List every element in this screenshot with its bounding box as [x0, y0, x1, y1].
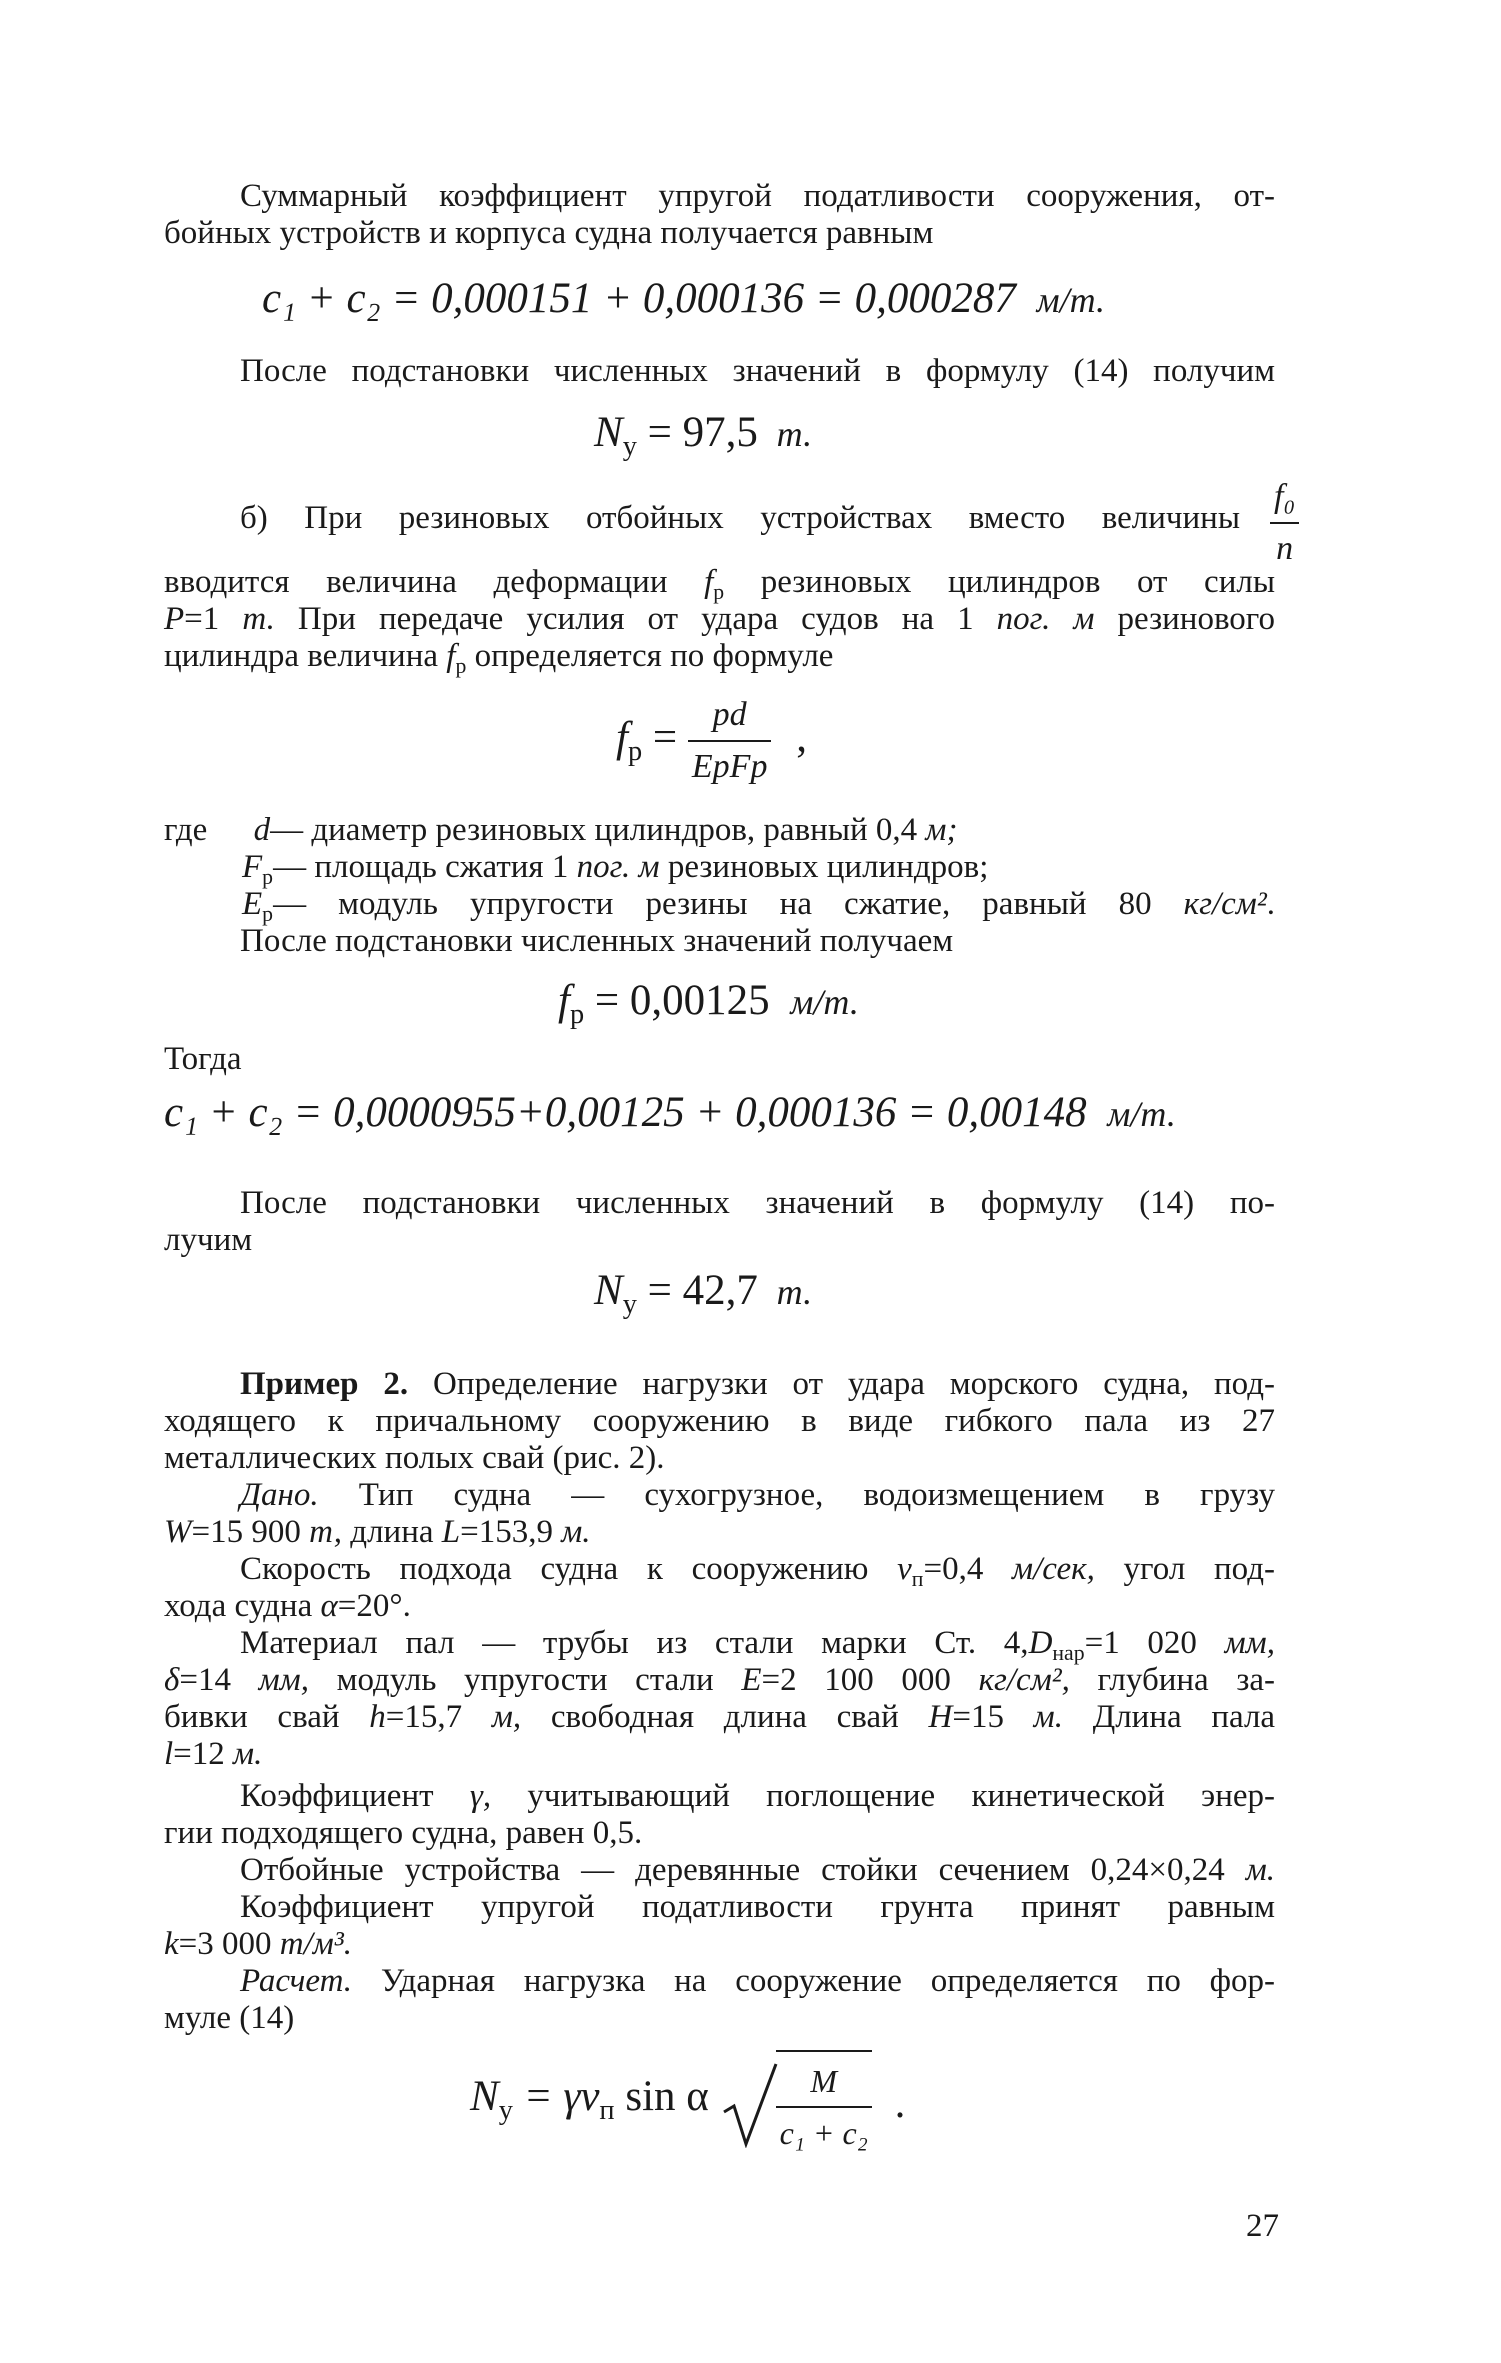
- text-line: Отбойные устройства — деревянные стойки сечением 0,24×0,24 м.: [240, 1852, 1275, 1888]
- text-line: k=3 000 т/м³.: [164, 1926, 352, 1962]
- fraction-f0-over-n: $\frac{\text{f₀}}{n}$: [1270, 472, 1299, 574]
- text-line: Дано. Тип судна — сухогрузное, водоизмещением в грузу: [240, 1477, 1275, 1513]
- text-line: Скорость подхода судна к сооружению $v_п=0,4$ м/сек, угол под-: [240, 1551, 1275, 1591]
- text-line: Коэффициент γ, учитывающий поглощение кинетической энер-: [240, 1778, 1276, 1814]
- text-line: Пример 2. Определение нагрузки от удара морского судна, под-: [240, 1366, 1276, 1402]
- page-number: 27: [1246, 2208, 1279, 2244]
- equation-impact-force-2: $N_у = 42,7$ т.: [594, 1267, 813, 1321]
- equation-compliance-sum-rubber: c₁ + c₂ = 0,0000955+0,00125 + 0,000136 = 0,00148 м/т.: [164, 1089, 1176, 1136]
- text-line: ходящего к причальному сооружению в виде гибкого пала из 27: [164, 1403, 1275, 1439]
- equation-fp-value: $f_р = 0,00125$ м/т.: [558, 977, 859, 1031]
- text-line: l=12 м.: [164, 1736, 263, 1772]
- text-line: хода судна α=20°.: [164, 1588, 411, 1624]
- definition-d: где d— диаметр резиновых цилиндров, равный 0,4 м;: [164, 812, 958, 848]
- text-line: После подстановки численных значений получаем: [240, 923, 954, 959]
- equation-fp-formula: $f_р$ = $\frac{pd}{\text{EрFр}}$ ,: [616, 690, 807, 792]
- equation-compliance-sum: c₁ + c₂ = 0,000151 + 0,000136 = 0,000287 м/т.: [262, 275, 1106, 322]
- text-line: металлических полых свай (рис. 2).: [164, 1440, 665, 1476]
- text-line: Расчет. Ударная нагрузка на сооружение определяется по фор-: [240, 1963, 1276, 1999]
- text-line: Коэффициент упругой податливости грунта принят равным: [240, 1889, 1275, 1925]
- text-line: После подстановки численных значений в формулу (14) по-: [240, 1185, 1275, 1221]
- text-line: вводится величина деформации $f_р$ резиновых цилиндров от силы: [164, 564, 1276, 604]
- equation-impact-force-1: $N_у = 97,5$ т.: [594, 409, 813, 463]
- definition-Fp: $F_р—$ площадь сжатия 1 пог. м резиновых цилиндров;: [242, 849, 989, 889]
- text-line: лучим: [164, 1222, 253, 1258]
- text-line: бойных устройств и корпуса судна получается равным: [164, 215, 934, 251]
- definition-Ep: $E_р—$ модуль упругости резины на сжатие, равный 80 кг/см².: [242, 886, 1275, 926]
- text-line: P=1 т. При передаче усилия от удара судов на 1 пог. м резинового: [164, 601, 1276, 637]
- equation-impact-formula: $N_у = \gamma v_п$ sin α $\frac{M}{\text{c₁ + c₂}}$ .: [470, 2050, 905, 2140]
- text-line: После подстановки численных значений в формулу (14) получим: [240, 353, 1275, 389]
- square-root: $\frac{M}{\text{c₁ + c₂}}$: [720, 2050, 872, 2158]
- text-line: Суммарный коэффициент упругой податливости сооружения, от-: [240, 178, 1275, 214]
- text-line: Материал пал — трубы из стали марки Ст. $4,D_{нар}=1$ 020 мм,: [240, 1625, 1275, 1665]
- text-line: δ=14 мм, модуль упругости стали E=2 100 000 кг/см², глубина за-: [164, 1662, 1276, 1698]
- text-line: гии подходящего судна, равен 0,5.: [164, 1815, 643, 1851]
- text-line: бивки свай h=15,7 м, свободная длина свай H=15 м. Длина пала: [164, 1699, 1276, 1735]
- text-line: цилиндра величина $f_р$ определяется по формуле: [164, 638, 834, 678]
- text-line: W=15 900 т, длина L=153,9 м.: [164, 1514, 591, 1550]
- radical-sign-icon: [720, 2060, 780, 2148]
- text-line: Тогда: [164, 1041, 242, 1077]
- text-line: б) При резиновых отбойных устройствах вместо величины: [240, 500, 1240, 536]
- text-line: муле (14): [164, 2000, 295, 2036]
